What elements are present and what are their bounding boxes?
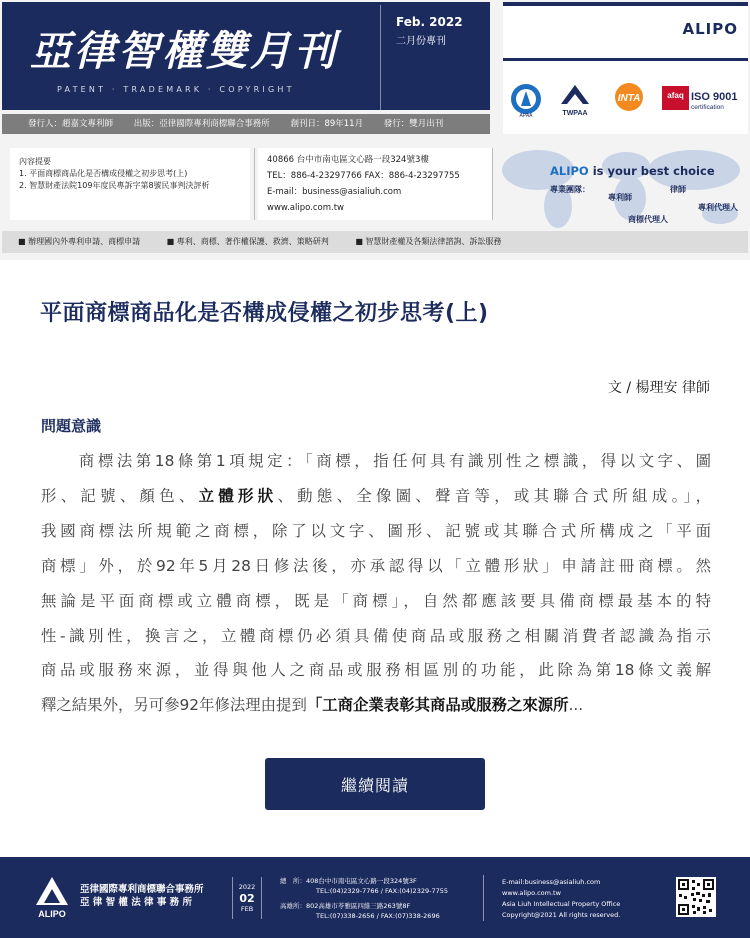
services-bar (2, 231, 748, 253)
article-title: 平面商標商品化是否構成侵權之初步思考(上) (40, 301, 489, 326)
inta-logo-icon (615, 83, 643, 111)
emphasis-text: 「工商企業表彰其商品或服務之來源所 (306, 696, 569, 715)
body-line: 商品或服務來源，並得與他人之商品或服務相區別的功能，此除為第18條文義解 (41, 661, 711, 680)
frequency: 發行：雙月出刊 (383, 119, 444, 129)
alipo-logo-icon (32, 875, 72, 921)
body-line: 商標」外，於92年5月28日修法後，亦承認得以「立體形狀」申請註冊商標。然 (41, 556, 711, 575)
issue-label (380, 5, 490, 110)
footer-month: FEB (240, 905, 254, 913)
footer-firm-names (80, 883, 204, 909)
issuer: 出版：亞律國際專利商標聯合事務所 (133, 119, 270, 129)
footer-email[interactable]: E-mail:business@asialiuh.com (502, 878, 601, 886)
footer-english-name: Asia Liuh Intellectual Property Office (502, 900, 621, 908)
body-line: 商標法第18條第1項規定：「商標，指任何具有識別性之標識，得以文字、圖 (41, 452, 711, 470)
newsletter-header (0, 0, 750, 260)
article-body (41, 444, 711, 723)
slogan-text: is your best choice (588, 164, 715, 178)
publisher: 發行人：趙嘉文專利師 (28, 119, 114, 129)
role-trademark-agent: 商標代理人 (628, 215, 668, 224)
issue-date: Feb. 2022 (396, 15, 463, 29)
firm-name-2: 亞 律 智 權 法 律 事 務 所 (80, 897, 192, 908)
svg-text:APAA: APAA (519, 113, 533, 118)
divider (492, 148, 493, 220)
body-line: 形、記號、顏色、立體形狀、動態、全像圖、聲音等，或其聯合式所組成。」， (41, 486, 711, 505)
contact-email[interactable]: E-mail：business@asialiuh.com (267, 187, 402, 197)
brand-panel (503, 2, 748, 134)
emphasis-text: 立體形狀 (198, 486, 278, 505)
slogan-brand: ALIPO (550, 164, 589, 178)
kaohsiung-address: 高雄所：802高雄市苓雅區四維三路263號8F (280, 902, 411, 910)
brand-name: ALIPO (682, 20, 738, 38)
body-line: 性-識別性，換言之，立體商標仍必須具備使商品或服務之相關消費者認識為指示 (41, 626, 711, 645)
ellipsis: ... (568, 696, 584, 715)
footer-month-number: 02 (239, 892, 255, 905)
service-item: ■ 專利、商標、著作權保護、救濟、策略研判 (166, 237, 329, 246)
contents-heading: 內容提要 (19, 157, 51, 166)
masthead (2, 2, 490, 110)
footer-website[interactable]: www.alipo.com.tw (502, 889, 561, 897)
certification-logos (503, 82, 748, 118)
contents-item[interactable]: 2. 智慧財產法院109年度民專訴字第8號民事判決評析 (19, 181, 210, 190)
role-patent-attorney: 專利師 (608, 193, 632, 202)
body-line: 釋之結果外，另可參92年修法理由提到「工商企業表彰其商品或服務之來源所... (41, 696, 584, 715)
issue-name: 二月份專刊 (396, 36, 446, 47)
team-label: 專業團隊： (550, 185, 590, 194)
apaa-logo-icon (511, 84, 541, 118)
svg-text:certification: certification (691, 104, 724, 111)
masthead-subtitle: PATENT · TRADEMARK · COPYRIGHT (57, 85, 295, 94)
contents-item[interactable]: 1. 平面商標商品化是否構成侵權之初步思考(上) (19, 169, 188, 178)
svg-text:ISO 9001: ISO 9001 (691, 91, 738, 103)
brand-top-bar (503, 2, 748, 6)
svg-text:INTA: INTA (617, 93, 641, 104)
slogan (550, 164, 715, 178)
qr-code-icon[interactable] (676, 877, 716, 917)
hq-address: 總 所：408台中市南屯區文心路一段324號3F (280, 877, 417, 885)
svg-text:TWPAA: TWPAA (562, 110, 588, 117)
article-byline: 文 / 楊理安 律師 (607, 380, 710, 396)
footer-issue-date (232, 877, 262, 919)
service-item: ■ 辦理國內外專利申請、商標申請 (18, 237, 141, 246)
footer-copyright: Copyright@2021 All rights reserved. (502, 911, 621, 919)
section-heading: 問題意識 (41, 417, 102, 435)
contact-box (258, 148, 492, 220)
body-line: 無論是平面商標或立體商標，既是「商標」，自然都應該要具備商標最基本的特 (41, 591, 711, 610)
twpaa-logo-icon (561, 85, 589, 117)
contact-phone-fax: TEL：886-4-23297766 FAX：886-4-23297755 (267, 171, 460, 181)
kaohsiung-phone: TEL:(07)338-2656 / FAX:(07)338-2696 (316, 911, 440, 920)
brand-divider (503, 58, 748, 61)
masthead-title: 亞律智權雙月刊 (30, 27, 338, 75)
contents-box (10, 148, 250, 220)
contact-address: 40866 台中市南屯區文心路一段324號3樓 (267, 155, 429, 165)
divider (254, 148, 255, 220)
iso-9001-logo-icon (691, 91, 737, 111)
world-map-icon (498, 140, 750, 236)
publication-info-bar (2, 114, 490, 134)
founded-date: 創刊日：89年11月 (290, 119, 364, 129)
read-more-button[interactable]: 繼續閱讀 (265, 758, 485, 810)
footer-year: 2022 (238, 883, 256, 891)
footer (0, 857, 750, 938)
afaq-logo-icon (662, 86, 689, 110)
svg-text:ALIPO: ALIPO (38, 909, 66, 919)
service-item: ■ 智慧財產權及各類法律諮詢、訴訟服務 (355, 237, 502, 246)
contact-website[interactable]: www.alipo.com.tw (267, 203, 344, 213)
firm-name-1: 亞律國際專利商標聯合事務所 (80, 884, 204, 895)
svg-text:afaq: afaq (667, 91, 684, 100)
footer-contact (502, 877, 620, 921)
hq-phone: TEL:(04)2329-7766 / FAX:(04)2329-7755 (316, 886, 448, 895)
divider (483, 875, 484, 921)
footer-addresses (280, 877, 448, 921)
role-lawyer: 律師 (670, 185, 686, 194)
role-patent-agent: 專利代理人 (698, 203, 738, 212)
body-line: 我國商標法所規範之商標，除了以文字、圖形、記號或其聯合式所構成之「平面 (41, 521, 711, 540)
